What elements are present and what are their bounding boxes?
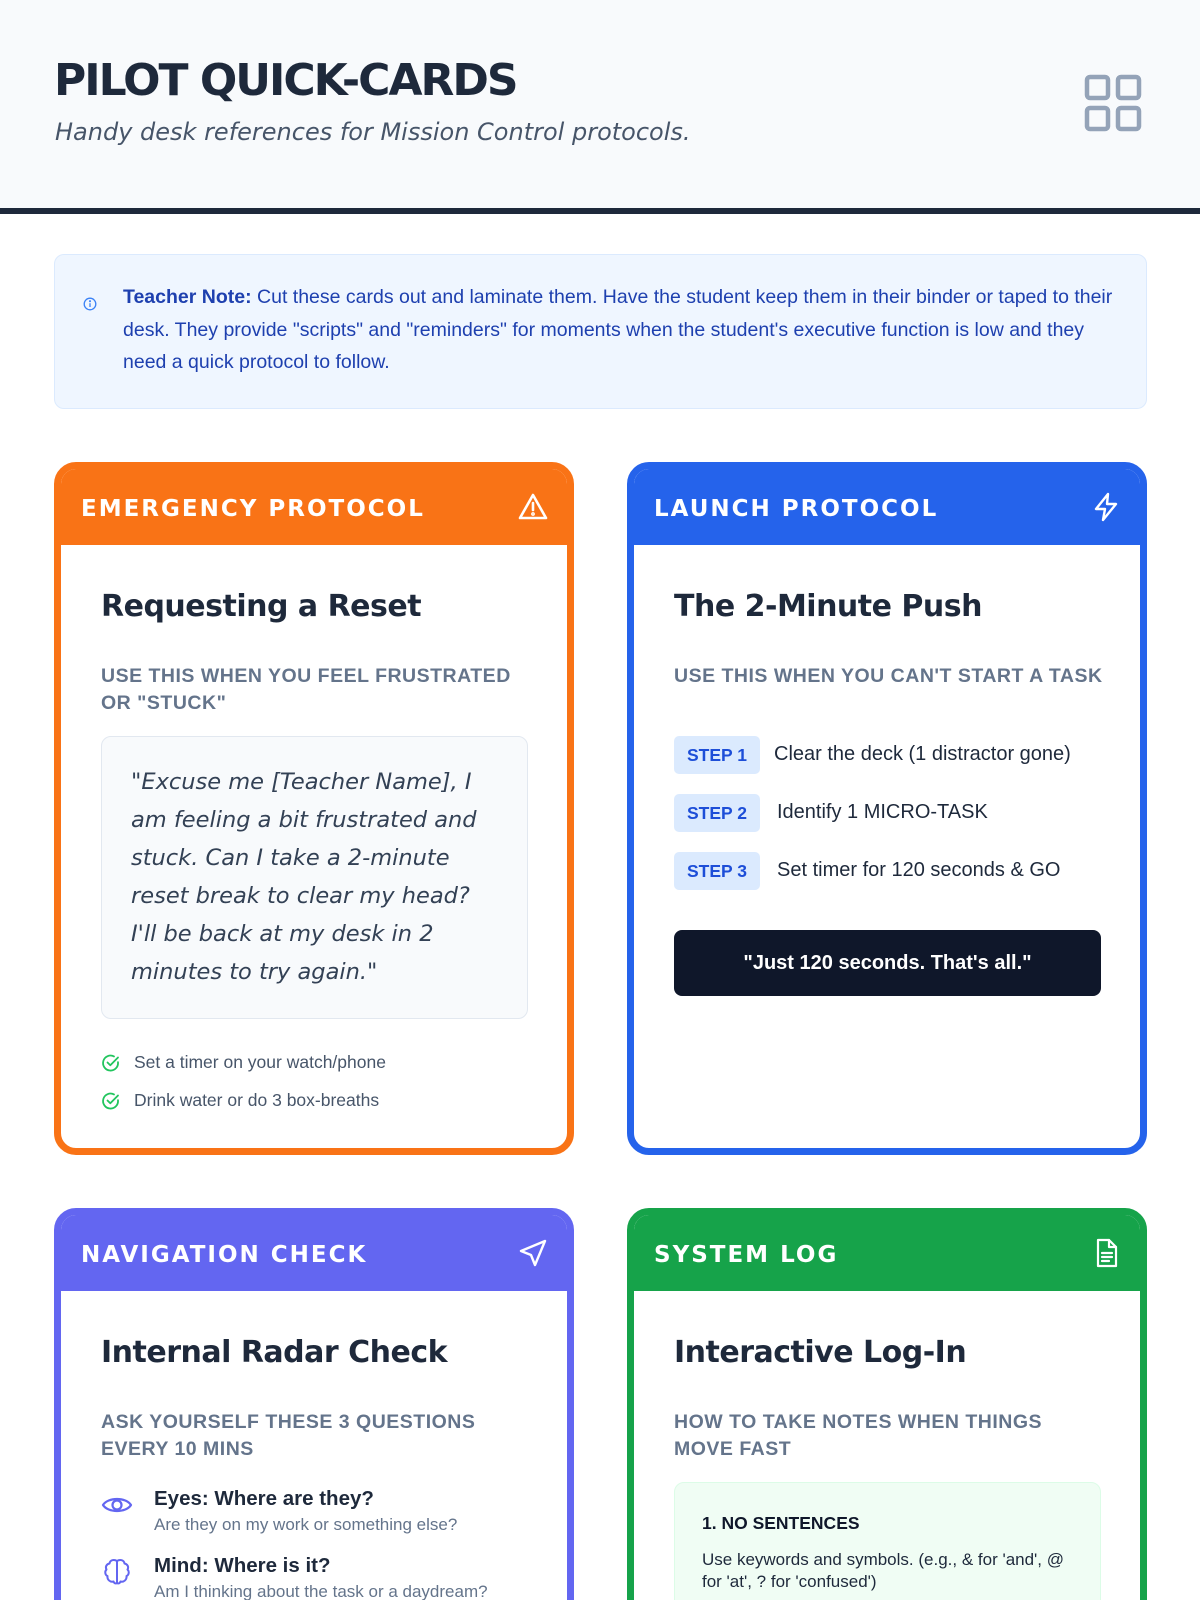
step-badge: STEP 1: [674, 736, 760, 774]
info-icon: [83, 297, 97, 311]
card-label: NAVIGATION CHECK: [81, 1242, 368, 1268]
step-badge: STEP 3: [674, 852, 760, 890]
system-log-card: [627, 1208, 1147, 1600]
eye-icon: [101, 1489, 133, 1521]
step-text: Set timer for 120 seconds & GO: [777, 859, 1061, 881]
warning-triangle-icon: [517, 491, 549, 523]
card-subtitle: USE THIS WHEN YOU FEEL FRUSTRATED OR "STUCK": [101, 665, 511, 714]
navigation-check-card: [54, 1208, 574, 1600]
card-title: The 2-Minute Push: [674, 589, 982, 624]
script-quote-box: [101, 736, 528, 1019]
card-header: [634, 1215, 1140, 1291]
step-text: Clear the deck (1 distractor gone): [774, 743, 1071, 765]
card-title: Requesting a Reset: [101, 589, 422, 624]
check-circle-icon: [101, 1091, 121, 1111]
question-title: Eyes: Where are they?: [154, 1487, 374, 1510]
page-header: [0, 0, 1200, 214]
question-desc: Am I thinking about the task or a daydream?: [154, 1582, 488, 1600]
note-rule-box: [674, 1482, 1101, 1600]
note-rule-title: 1. NO SENTENCES: [702, 1513, 860, 1533]
document-icon: [1090, 1237, 1122, 1269]
brain-icon: [101, 1556, 133, 1588]
check-circle-icon: [101, 1053, 121, 1073]
card-title: Interactive Log-In: [674, 1335, 967, 1370]
script-quote: "Excuse me [Teacher Name], I am feeling a bit frustrated and stuck. Can I take a 2-minute reset break to clear my head? I'll be back at my desk in 2 minutes to try again.": [131, 769, 477, 985]
card-subtitle: ASK YOURSELF THESE 3 QUESTIONS EVERY 10 MINS: [101, 1411, 476, 1460]
motto-banner: "Just 120 seconds. That's all.": [674, 930, 1101, 996]
card-title: Internal Radar Check: [101, 1335, 448, 1370]
step-badge: STEP 2: [674, 794, 760, 832]
note-rule-text: Use keywords and symbols. (e.g., & for 'and', @ for 'at', ? for 'confused'): [702, 1550, 1065, 1591]
card-header: [61, 1215, 567, 1291]
page-subtitle: Handy desk references for Mission Control protocols.: [55, 118, 691, 146]
emergency-protocol-card: [54, 462, 574, 1155]
teacher-note-text: [123, 281, 1113, 379]
navigation-arrow-icon: [517, 1237, 549, 1269]
teacher-note: [54, 254, 1147, 409]
checklist-item-text: Drink water or do 3 box-breaths: [134, 1090, 380, 1110]
card-label: LAUNCH PROTOCOL: [654, 496, 939, 522]
launch-protocol-card: [627, 462, 1147, 1155]
grid-icon: [1084, 74, 1142, 132]
teacher-note-body: Cut these cards out and laminate them. Have the student keep them in their binder or taped to their desk. They provide "scripts" and "reminders" for moments when the student's executive function is low and they need a quick protocol to follow.: [123, 286, 1113, 373]
page-title: PILOT QUICK-CARDS: [54, 55, 517, 106]
card-header: [634, 469, 1140, 545]
card-label: EMERGENCY PROTOCOL: [81, 496, 425, 522]
checklist-item-text: Set a timer on your watch/phone: [134, 1052, 386, 1072]
card-label: SYSTEM LOG: [654, 1242, 839, 1268]
teacher-note-label: Teacher Note:: [123, 286, 252, 308]
question-title: Mind: Where is it?: [154, 1554, 331, 1577]
card-subtitle: USE THIS WHEN YOU CAN'T START A TASK: [674, 665, 1103, 687]
question-desc: Are they on my work or something else?: [154, 1515, 458, 1534]
step-text: Identify 1 MICRO-TASK: [777, 801, 988, 823]
card-header: [61, 469, 567, 545]
lightning-icon: [1090, 491, 1122, 523]
card-subtitle: HOW TO TAKE NOTES WHEN THINGS MOVE FAST: [674, 1411, 1043, 1460]
